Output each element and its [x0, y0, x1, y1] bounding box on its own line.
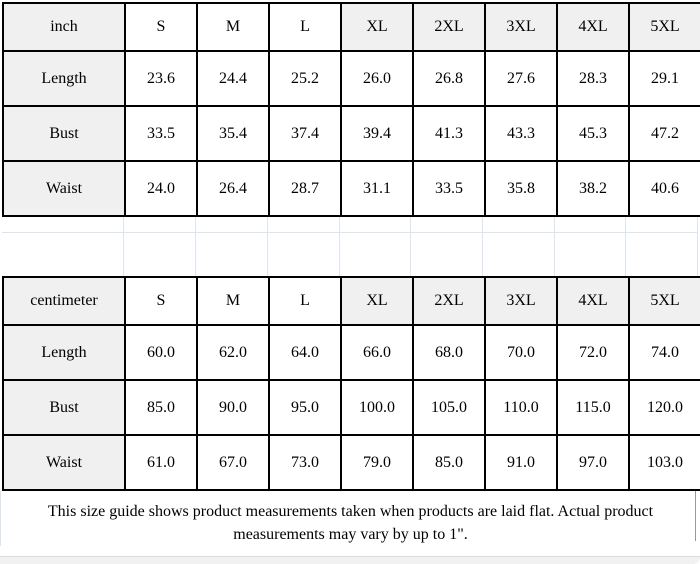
size-header-cell: L: [269, 3, 341, 51]
centimeter-size-table: [2, 276, 700, 491]
measurement-value-cell: 24.0: [125, 161, 197, 216]
footer-note: [0, 491, 700, 546]
measurement-value-cell: 38.2: [557, 161, 629, 216]
measurement-value-cell: 110.0: [485, 380, 557, 435]
measurement-value-cell: 97.0: [557, 435, 629, 490]
measurement-value-cell: 85.0: [125, 380, 197, 435]
measurement-value-cell: 60.0: [125, 325, 197, 380]
measurement-value-cell: 100.0: [341, 380, 413, 435]
measurement-value-cell: 64.0: [269, 325, 341, 380]
measurement-value-cell: 35.4: [197, 106, 269, 161]
size-header-cell: 2XL: [413, 3, 485, 51]
measurement-value-cell: 31.1: [341, 161, 413, 216]
measurement-value-cell: 105.0: [413, 380, 485, 435]
size-header-cell: 4XL: [557, 3, 629, 51]
measurement-value-cell: 61.0: [125, 435, 197, 490]
measurement-value-cell: 91.0: [485, 435, 557, 490]
measurement-value-cell: 103.0: [629, 435, 700, 490]
row-label-cell: Bust: [3, 106, 125, 161]
size-header-cell: M: [197, 277, 269, 325]
measurement-value-cell: 73.0: [269, 435, 341, 490]
table-row: [3, 380, 700, 435]
measurement-value-cell: 120.0: [629, 380, 700, 435]
table-row: [3, 51, 700, 106]
measurement-value-cell: 43.3: [485, 106, 557, 161]
measurement-value-cell: 25.2: [269, 51, 341, 106]
table-row: [3, 435, 700, 490]
table-row: [3, 277, 700, 325]
size-header-cell: XL: [341, 3, 413, 51]
measurement-value-cell: 40.6: [629, 161, 700, 216]
measurement-value-cell: 47.2: [629, 106, 700, 161]
row-label-cell: Waist: [3, 435, 125, 490]
bottom-edge: [0, 556, 700, 564]
measurement-value-cell: 35.8: [485, 161, 557, 216]
gridline-cell: [2, 217, 124, 276]
table-row: [3, 325, 700, 380]
measurement-value-cell: 74.0: [629, 325, 700, 380]
measurement-value-cell: 33.5: [125, 106, 197, 161]
measurement-value-cell: 90.0: [197, 380, 269, 435]
measurement-value-cell: 39.4: [341, 106, 413, 161]
measurement-value-cell: 85.0: [413, 435, 485, 490]
measurement-value-cell: 95.0: [269, 380, 341, 435]
measurement-value-cell: 27.6: [485, 51, 557, 106]
measurement-value-cell: 33.5: [413, 161, 485, 216]
measurement-value-cell: 26.4: [197, 161, 269, 216]
gridline-cell: [483, 217, 555, 276]
size-header-cell: 2XL: [413, 277, 485, 325]
gridline-cell: [268, 217, 340, 276]
measurement-value-cell: 79.0: [341, 435, 413, 490]
measurement-value-cell: 67.0: [197, 435, 269, 490]
measurement-value-cell: 23.6: [125, 51, 197, 106]
measurement-value-cell: 70.0: [485, 325, 557, 380]
size-header-cell: 5XL: [629, 3, 700, 51]
measurement-value-cell: 115.0: [557, 380, 629, 435]
size-header-cell: L: [269, 277, 341, 325]
size-header-cell: S: [125, 3, 197, 51]
measurement-value-cell: 66.0: [341, 325, 413, 380]
measurement-value-cell: 29.1: [629, 51, 700, 106]
gridline-cell: [411, 217, 483, 276]
unit-label-cell: centimeter: [3, 277, 125, 325]
unit-label-cell: inch: [3, 3, 125, 51]
table-row: [3, 3, 700, 51]
measurement-value-cell: 26.0: [341, 51, 413, 106]
size-header-cell: 3XL: [485, 3, 557, 51]
size-header-cell: XL: [341, 277, 413, 325]
table-row: [3, 161, 700, 216]
measurement-value-cell: 28.3: [557, 51, 629, 106]
row-label-cell: Length: [3, 51, 125, 106]
measurement-value-cell: 72.0: [557, 325, 629, 380]
measurement-value-cell: 37.4: [269, 106, 341, 161]
gridline-cell: [340, 217, 412, 276]
row-label-cell: Bust: [3, 380, 125, 435]
spreadsheet-gap-row: [2, 217, 698, 276]
gridline-cell: [196, 217, 268, 276]
size-header-cell: 4XL: [557, 277, 629, 325]
gridline-cell: [626, 217, 698, 276]
measurement-value-cell: 62.0: [197, 325, 269, 380]
size-note-text: This size guide shows product measurements taken when products are laid flat. Actual product measurements may vary by up to 1".: [47, 503, 654, 543]
size-header-cell: 3XL: [485, 277, 557, 325]
measurement-value-cell: 28.7: [269, 161, 341, 216]
size-header-cell: S: [125, 277, 197, 325]
measurement-value-cell: 45.3: [557, 106, 629, 161]
horizontal-gridline: [2, 232, 698, 233]
measurement-value-cell: 26.8: [413, 51, 485, 106]
measurement-value-cell: 41.3: [413, 106, 485, 161]
row-label-cell: Waist: [3, 161, 125, 216]
measurement-value-cell: 68.0: [413, 325, 485, 380]
gridline-cell: [555, 217, 627, 276]
right-edge-line: [695, 491, 696, 541]
size-header-cell: 5XL: [629, 277, 700, 325]
row-label-cell: Length: [3, 325, 125, 380]
size-header-cell: M: [197, 3, 269, 51]
measurement-value-cell: 24.4: [197, 51, 269, 106]
table-row: [3, 106, 700, 161]
inch-size-table: [2, 2, 700, 217]
gridline-cell: [124, 217, 196, 276]
